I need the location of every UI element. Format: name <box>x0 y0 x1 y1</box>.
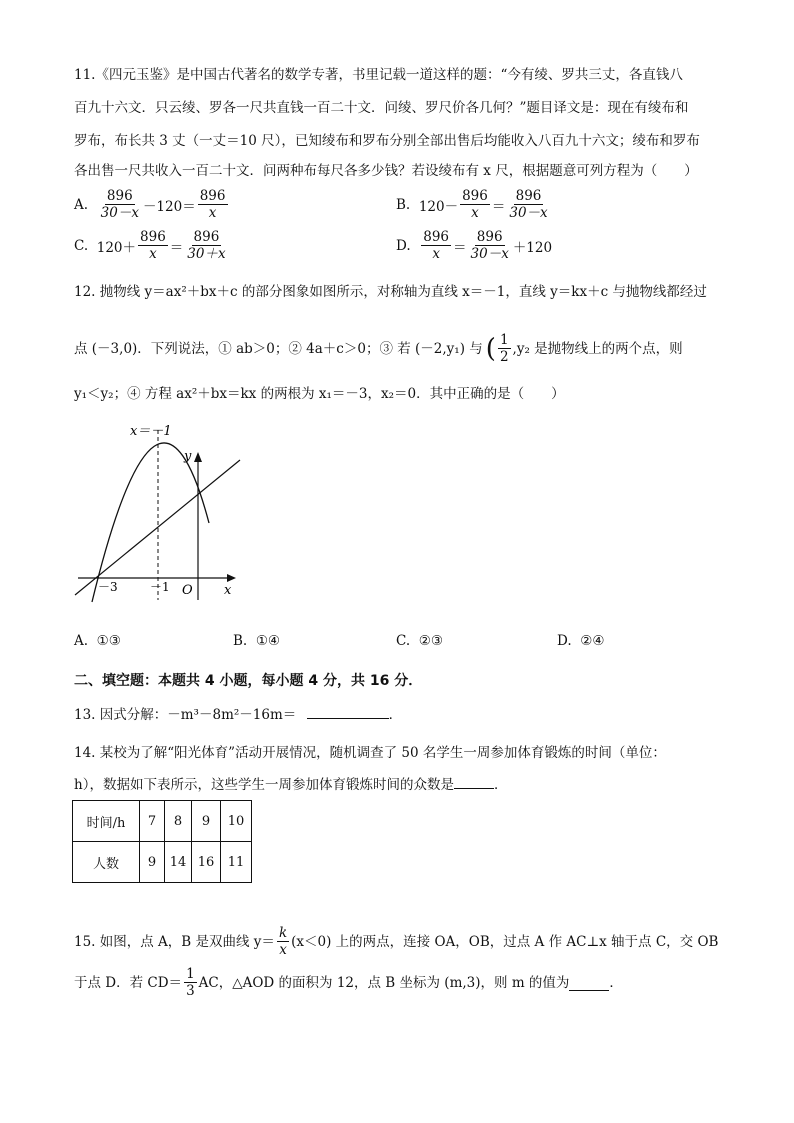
table-row <box>73 801 252 842</box>
q12-line2-pre: 点 (－3,0)．下列说法，① ab＞0；② 4a＋c＞0；③ 若 (－2,y₁) 与 <box>74 340 483 357</box>
q14-end: ． <box>493 777 508 793</box>
paren-open: ( <box>485 333 496 364</box>
frac-den: x <box>279 942 287 958</box>
option-label: A. <box>74 196 89 213</box>
table-cell: 11 <box>221 842 252 883</box>
table-cell: 人数 <box>73 842 140 883</box>
x-axis-arrow <box>227 574 236 582</box>
q11-line3: 罗布，布长共 3 丈（一丈＝10 尺），已知绫布和罗布分别全部出售后均能收入八百九十六文；绫布和罗布 <box>74 133 700 149</box>
table-cell: 14 <box>165 842 192 883</box>
q14-line1: 14. 某校为了解“阳光体育”活动开展情况，随机调查了 50 名学生一周参加体育锻炼的时间（单位： <box>74 745 666 761</box>
q12-line1: 12. 抛物线 y＝ax²＋bx＋c 的部分图象如图所示，对称轴为直线 x＝－1，直线 y＝kx＋c 与抛物线都经过 <box>74 284 707 300</box>
q13-end: ． <box>388 707 403 723</box>
option-pre: 120－ <box>418 198 459 215</box>
option-label: D. <box>396 237 411 254</box>
answer-blank[interactable] <box>569 974 609 991</box>
q11-option-b[interactable] <box>396 188 552 221</box>
q11-line2: 百九十六文．只云绫、罗各一尺共直钱一百二十文．问绫、罗尺价各几何？”题目译文是：现在有绫布和 <box>74 100 689 116</box>
option-label: D. <box>557 633 572 649</box>
frac-num: 896 <box>140 229 166 245</box>
option-label: C. <box>396 633 411 649</box>
table-cell: 9 <box>192 801 221 842</box>
q11-option-c[interactable] <box>74 229 230 262</box>
q12-option-a[interactable] <box>74 633 121 649</box>
q12-line2 <box>74 332 683 365</box>
frac-den: x <box>208 205 217 221</box>
tick-neg1: －1 <box>150 580 170 594</box>
q12-option-b[interactable] <box>233 633 280 649</box>
parabola-graph <box>70 420 250 605</box>
option-label: A. <box>74 633 89 649</box>
label-x: x <box>224 583 232 598</box>
table-cell: 9 <box>140 842 165 883</box>
option-tail: ＋120 <box>512 239 553 256</box>
option-value: ②③ <box>418 633 443 649</box>
option-label: C. <box>74 237 89 254</box>
option-value: ①④ <box>255 633 281 649</box>
answer-blank[interactable] <box>454 788 494 789</box>
option-mid: ＝ <box>169 239 184 256</box>
q15-line1-pre: 15. 如图，点 A，B 是双曲线 y＝ <box>74 933 275 950</box>
tick-neg3: －3 <box>98 580 118 594</box>
table-cell: 时间/h <box>73 801 140 842</box>
section-heading: 二、填空题：本题共 4 小题，每小题 4 分，共 16 分． <box>74 673 423 689</box>
frac-num: 896 <box>423 229 450 245</box>
label-origin: O <box>182 583 193 598</box>
frac-den: 2 <box>499 349 509 365</box>
q14-line2 <box>74 775 507 795</box>
q15-line1 <box>74 925 718 958</box>
frac-num: 896 <box>199 188 226 204</box>
q12-option-c[interactable] <box>396 633 443 649</box>
q11-option-a[interactable] <box>74 188 230 221</box>
table-cell: 7 <box>140 801 165 842</box>
table-cell: 8 <box>165 801 192 842</box>
frac-num: 1 <box>499 332 509 348</box>
q14-line2-text: h），数据如下表所示，这些学生一周参加体育锻炼时间的众数是 <box>74 777 454 793</box>
frac-num: 896 <box>515 188 542 204</box>
q12-line3: y₁＜y₂；④ 方程 ax²＋bx＝kx 的两根为 x₁＝－3，x₂＝0．其中正确的是（ ） <box>74 386 565 402</box>
q15-line2 <box>74 966 623 999</box>
frac-den: 3 <box>186 983 195 999</box>
q12-option-d[interactable] <box>557 633 604 649</box>
option-label: B. <box>233 633 248 649</box>
frac-num: 896 <box>106 188 133 204</box>
label-y: y <box>184 449 192 464</box>
table-row <box>73 842 252 883</box>
frac-den: 30－x <box>509 205 548 221</box>
frac-num: 1 <box>186 966 195 982</box>
q15-line2-post: AC，△AOD 的面积为 12，点 B 坐标为 (m,3)，则 m 的值为 <box>198 974 570 991</box>
option-value: ①③ <box>96 633 121 649</box>
frac-num: 896 <box>476 229 503 245</box>
q11-line4: 各出售一尺共收入一百二十文．问两种布每尺各多少钱？若设绫布有 x 尺，根据题意可列方程为（ ） <box>74 163 698 179</box>
frac-num: 896 <box>193 229 220 245</box>
y-axis-arrow <box>194 452 202 462</box>
table-cell: 10 <box>221 801 252 842</box>
q13-text: 13. 因式分解：－m³－8m²－16m＝ <box>74 707 297 723</box>
option-pre: 120＋ <box>96 239 137 256</box>
frac-den: x <box>432 246 440 262</box>
option-mid: －120＝ <box>142 198 196 215</box>
frac-den: x <box>149 246 157 262</box>
option-value: ②④ <box>580 633 605 649</box>
option-label: B. <box>396 196 411 213</box>
frac-den: 30－x <box>100 205 139 221</box>
frac-num: 896 <box>462 188 488 204</box>
q15-line1-post: (x＜0) 上的两点，连接 OA，OB，过点 A 作 AC⊥x 轴于点 C，交 OB <box>291 933 719 950</box>
option-mid: ＝ <box>453 239 467 256</box>
q11-line1: 11.《四元玉鉴》是中国古代著名的数学专著，书里记载一道这样的题：“今有绫、罗共三丈，各直钱八 <box>74 67 683 83</box>
q15-line2-pre: 于点 D．若 CD＝ <box>74 974 183 991</box>
exercise-time-table <box>72 800 252 883</box>
q13 <box>74 705 402 725</box>
q12-line2-post: ,y₂ 是抛物线上的两个点，则 <box>512 340 683 357</box>
frac-den: 30－x <box>470 246 509 262</box>
q11-option-d[interactable] <box>396 229 552 262</box>
table-cell: 16 <box>192 842 221 883</box>
answer-blank[interactable] <box>307 718 389 719</box>
label-symmetry: x＝－1 <box>130 424 172 439</box>
frac-den: x <box>471 205 479 221</box>
q15-end: ． <box>609 974 623 991</box>
frac-num: k <box>278 925 288 941</box>
frac-den: 30＋x <box>187 246 226 262</box>
option-mid: ＝ <box>491 198 506 215</box>
